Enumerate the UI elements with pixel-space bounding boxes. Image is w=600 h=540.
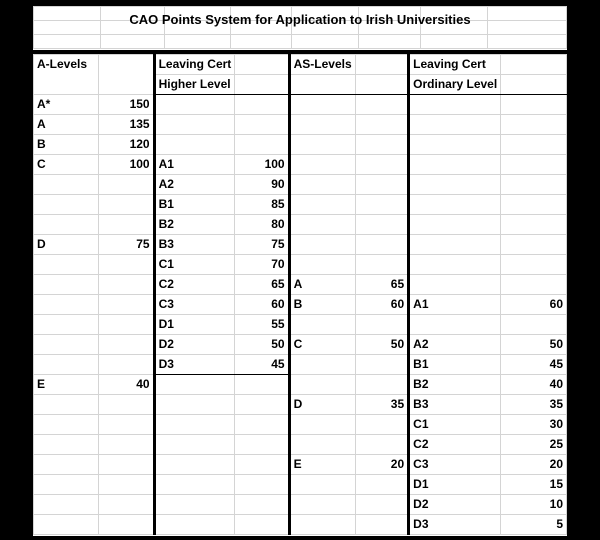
lc-ordinary-grade-cell bbox=[409, 135, 501, 155]
a-level-points-cell: 150 bbox=[98, 95, 154, 115]
header-lc-higher-points-2 bbox=[235, 75, 289, 95]
table-row bbox=[34, 255, 567, 275]
header-row bbox=[34, 55, 567, 75]
table-row bbox=[34, 435, 567, 455]
lc-ordinary-grade-cell bbox=[409, 195, 501, 215]
as-level-grade-cell bbox=[289, 195, 356, 215]
header-as-levels-points bbox=[356, 55, 409, 75]
lc-higher-grade-cell bbox=[154, 455, 235, 475]
table-row bbox=[34, 415, 567, 435]
lc-higher-grade-cell bbox=[154, 115, 235, 135]
as-level-points-cell: 50 bbox=[356, 335, 409, 355]
header-lc-higher-points bbox=[235, 55, 289, 75]
as-level-grade-cell bbox=[289, 375, 356, 395]
lc-ordinary-points-cell bbox=[501, 255, 567, 275]
as-level-points-cell bbox=[356, 475, 409, 495]
lc-ordinary-grade-cell bbox=[409, 115, 501, 135]
as-level-points-cell bbox=[356, 375, 409, 395]
lc-ordinary-grade-cell: C2 bbox=[409, 435, 501, 455]
lc-ordinary-points-cell bbox=[501, 195, 567, 215]
as-level-grade-cell: D bbox=[289, 395, 356, 415]
lc-ordinary-grade-cell bbox=[409, 275, 501, 295]
lc-ordinary-grade-cell bbox=[409, 235, 501, 255]
lc-ordinary-points-cell: 30 bbox=[501, 415, 567, 435]
as-level-grade-cell bbox=[289, 175, 356, 195]
lc-higher-grade-cell: C3 bbox=[154, 295, 235, 315]
a-level-points-cell: 75 bbox=[98, 235, 154, 255]
as-level-points-cell bbox=[356, 355, 409, 375]
lc-higher-grade-cell: B2 bbox=[154, 215, 235, 235]
lc-higher-points-cell bbox=[235, 95, 289, 115]
lc-higher-grade-cell: D3 bbox=[154, 355, 235, 375]
a-level-points-cell bbox=[98, 175, 154, 195]
lc-ordinary-grade-cell bbox=[409, 175, 501, 195]
lc-ordinary-grade-cell: C1 bbox=[409, 415, 501, 435]
lc-higher-points-cell bbox=[235, 495, 289, 515]
table-row bbox=[34, 175, 567, 195]
lc-higher-points-cell: 100 bbox=[235, 155, 289, 175]
a-level-grade-cell: C bbox=[34, 155, 99, 175]
lc-ordinary-grade-cell bbox=[409, 95, 501, 115]
a-level-points-cell bbox=[98, 435, 154, 455]
as-level-points-cell bbox=[356, 255, 409, 275]
lc-ordinary-points-cell bbox=[501, 115, 567, 135]
lc-higher-grade-cell: D2 bbox=[154, 335, 235, 355]
lc-higher-grade-cell: C1 bbox=[154, 255, 235, 275]
lc-higher-points-cell: 80 bbox=[235, 215, 289, 235]
a-level-points-cell bbox=[98, 495, 154, 515]
a-level-grade-cell: A* bbox=[34, 95, 99, 115]
lc-higher-points-cell bbox=[235, 115, 289, 135]
as-level-grade-cell bbox=[289, 355, 356, 375]
lc-higher-grade-cell: C2 bbox=[154, 275, 235, 295]
lc-ordinary-points-cell: 45 bbox=[501, 355, 567, 375]
lc-higher-grade-cell bbox=[154, 415, 235, 435]
as-level-grade-cell bbox=[289, 255, 356, 275]
a-level-grade-cell bbox=[34, 295, 99, 315]
header-as-levels-points-2 bbox=[356, 75, 409, 95]
lc-ordinary-grade-cell bbox=[409, 255, 501, 275]
as-level-grade-cell: E bbox=[289, 455, 356, 475]
a-level-points-cell bbox=[98, 355, 154, 375]
lc-ordinary-points-cell bbox=[501, 95, 567, 115]
lc-higher-grade-cell bbox=[154, 375, 235, 395]
table-row bbox=[34, 235, 567, 255]
a-level-grade-cell bbox=[34, 355, 99, 375]
lc-ordinary-points-cell: 10 bbox=[501, 495, 567, 515]
as-level-points-cell bbox=[356, 415, 409, 435]
a-level-points-cell: 135 bbox=[98, 115, 154, 135]
a-level-grade-cell bbox=[34, 495, 99, 515]
table-row bbox=[34, 375, 567, 395]
lc-ordinary-grade-cell: B3 bbox=[409, 395, 501, 415]
a-level-grade-cell bbox=[34, 175, 99, 195]
as-level-points-cell bbox=[356, 435, 409, 455]
lc-ordinary-points-cell: 20 bbox=[501, 455, 567, 475]
a-level-points-cell bbox=[98, 335, 154, 355]
table-row bbox=[34, 355, 567, 375]
a-level-points-cell: 120 bbox=[98, 135, 154, 155]
a-level-grade-cell bbox=[34, 455, 99, 475]
lc-ordinary-grade-cell: A1 bbox=[409, 295, 501, 315]
lc-higher-points-cell bbox=[235, 435, 289, 455]
lc-higher-grade-cell: A2 bbox=[154, 175, 235, 195]
lc-ordinary-points-cell: 50 bbox=[501, 335, 567, 355]
as-level-grade-cell bbox=[289, 135, 356, 155]
a-level-points-cell bbox=[98, 455, 154, 475]
spreadsheet-sheet bbox=[33, 6, 567, 536]
table-row bbox=[34, 115, 567, 135]
as-level-grade-cell: B bbox=[289, 295, 356, 315]
as-level-grade-cell bbox=[289, 315, 356, 335]
lc-ordinary-points-cell: 15 bbox=[501, 475, 567, 495]
table-row bbox=[34, 515, 567, 535]
a-level-points-cell bbox=[98, 215, 154, 235]
lc-higher-points-cell bbox=[235, 515, 289, 535]
as-level-points-cell: 20 bbox=[356, 455, 409, 475]
lc-ordinary-points-cell: 25 bbox=[501, 435, 567, 455]
a-level-grade-cell bbox=[34, 335, 99, 355]
a-level-points-cell bbox=[98, 295, 154, 315]
as-level-grade-cell bbox=[289, 95, 356, 115]
lc-higher-points-cell: 60 bbox=[235, 295, 289, 315]
lc-higher-grade-cell: D1 bbox=[154, 315, 235, 335]
lc-higher-points-cell: 70 bbox=[235, 255, 289, 275]
lc-ordinary-points-cell bbox=[501, 175, 567, 195]
table-row bbox=[34, 315, 567, 335]
a-level-grade-cell bbox=[34, 415, 99, 435]
as-level-grade-cell bbox=[289, 495, 356, 515]
header-a-levels-points bbox=[98, 55, 154, 95]
a-level-points-cell bbox=[98, 415, 154, 435]
table-row bbox=[34, 135, 567, 155]
table-row bbox=[34, 295, 567, 315]
a-level-grade-cell bbox=[34, 195, 99, 215]
lc-ordinary-grade-cell bbox=[409, 315, 501, 335]
lc-ordinary-grade-cell: B1 bbox=[409, 355, 501, 375]
as-level-grade-cell bbox=[289, 415, 356, 435]
lc-ordinary-points-cell bbox=[501, 135, 567, 155]
lc-higher-points-cell bbox=[235, 455, 289, 475]
lc-higher-points-cell bbox=[235, 475, 289, 495]
lc-ordinary-grade-cell: D2 bbox=[409, 495, 501, 515]
lc-higher-grade-cell bbox=[154, 435, 235, 455]
lc-higher-grade-cell: B1 bbox=[154, 195, 235, 215]
as-level-points-cell: 65 bbox=[356, 275, 409, 295]
as-level-grade-cell bbox=[289, 115, 356, 135]
lc-ordinary-grade-cell bbox=[409, 215, 501, 235]
lc-ordinary-points-cell bbox=[501, 315, 567, 335]
header-lc-ordinary-line2: Ordinary Level bbox=[409, 75, 501, 95]
as-level-grade-cell bbox=[289, 215, 356, 235]
a-level-points-cell: 100 bbox=[98, 155, 154, 175]
a-level-points-cell bbox=[98, 255, 154, 275]
header-as-levels: AS-Levels bbox=[289, 55, 356, 75]
header-lc-higher-line1: Leaving Cert bbox=[154, 55, 235, 75]
as-level-points-cell bbox=[356, 115, 409, 135]
lc-higher-points-cell: 75 bbox=[235, 235, 289, 255]
lc-higher-grade-cell bbox=[154, 495, 235, 515]
a-level-points-cell bbox=[98, 315, 154, 335]
as-level-points-cell bbox=[356, 215, 409, 235]
as-level-grade-cell bbox=[289, 235, 356, 255]
lc-ordinary-points-cell bbox=[501, 235, 567, 255]
lc-higher-grade-cell bbox=[154, 475, 235, 495]
lc-higher-points-cell bbox=[235, 375, 289, 395]
as-level-grade-cell bbox=[289, 475, 356, 495]
as-level-points-cell bbox=[356, 495, 409, 515]
lc-ordinary-points-cell: 35 bbox=[501, 395, 567, 415]
lc-ordinary-points-cell bbox=[501, 215, 567, 235]
header-lc-higher-line2: Higher Level bbox=[154, 75, 235, 95]
lc-ordinary-grade-cell bbox=[409, 155, 501, 175]
a-level-grade-cell bbox=[34, 255, 99, 275]
a-level-grade-cell bbox=[34, 475, 99, 495]
as-level-grade-cell: A bbox=[289, 275, 356, 295]
lc-ordinary-grade-cell: A2 bbox=[409, 335, 501, 355]
as-level-points-cell bbox=[356, 195, 409, 215]
lc-higher-grade-cell: A1 bbox=[154, 155, 235, 175]
lc-ordinary-points-cell bbox=[501, 155, 567, 175]
lc-higher-points-cell: 55 bbox=[235, 315, 289, 335]
as-level-points-cell bbox=[356, 175, 409, 195]
lc-higher-points-cell bbox=[235, 135, 289, 155]
a-level-points-cell bbox=[98, 475, 154, 495]
as-level-points-cell bbox=[356, 315, 409, 335]
a-level-grade-cell bbox=[34, 435, 99, 455]
lc-higher-points-cell: 50 bbox=[235, 335, 289, 355]
a-level-grade-cell: E bbox=[34, 375, 99, 395]
as-level-grade-cell bbox=[289, 435, 356, 455]
a-level-grade-cell: D bbox=[34, 235, 99, 255]
lc-ordinary-grade-cell: D3 bbox=[409, 515, 501, 535]
a-level-grade-cell bbox=[34, 315, 99, 335]
header-lc-ordinary-line1: Leaving Cert bbox=[409, 55, 501, 75]
a-level-points-cell bbox=[98, 515, 154, 535]
lc-ordinary-points-cell: 60 bbox=[501, 295, 567, 315]
lc-higher-grade-cell bbox=[154, 515, 235, 535]
as-level-grade-cell bbox=[289, 155, 356, 175]
lc-higher-grade-cell: B3 bbox=[154, 235, 235, 255]
lc-higher-points-cell: 90 bbox=[235, 175, 289, 195]
a-level-points-cell bbox=[98, 195, 154, 215]
lc-ordinary-grade-cell: B2 bbox=[409, 375, 501, 395]
points-table bbox=[33, 54, 567, 535]
table-row bbox=[34, 475, 567, 495]
as-level-points-cell: 35 bbox=[356, 395, 409, 415]
as-level-points-cell bbox=[356, 95, 409, 115]
lc-higher-grade-cell bbox=[154, 395, 235, 415]
as-level-grade-cell: C bbox=[289, 335, 356, 355]
a-level-points-cell bbox=[98, 275, 154, 295]
lc-higher-points-cell: 85 bbox=[235, 195, 289, 215]
a-level-points-cell bbox=[98, 395, 154, 415]
table-row bbox=[34, 215, 567, 235]
header-lc-ordinary-points-2 bbox=[501, 75, 567, 95]
a-level-points-cell: 40 bbox=[98, 375, 154, 395]
table-row bbox=[34, 195, 567, 215]
header-lc-ordinary-points bbox=[501, 55, 567, 75]
table-row bbox=[34, 495, 567, 515]
lc-higher-points-cell bbox=[235, 415, 289, 435]
lc-ordinary-points-cell: 5 bbox=[501, 515, 567, 535]
as-level-points-cell: 60 bbox=[356, 295, 409, 315]
table-row bbox=[34, 335, 567, 355]
sheet-title: CAO Points System for Application to Irish Universities bbox=[129, 12, 471, 27]
table-row bbox=[34, 95, 567, 115]
lc-ordinary-grade-cell: D1 bbox=[409, 475, 501, 495]
table-row bbox=[34, 275, 567, 295]
lc-ordinary-points-cell: 40 bbox=[501, 375, 567, 395]
header-as-levels-2 bbox=[289, 75, 356, 95]
table-row bbox=[34, 455, 567, 475]
a-level-grade-cell bbox=[34, 395, 99, 415]
table-body bbox=[34, 95, 567, 535]
as-level-points-cell bbox=[356, 235, 409, 255]
table-row bbox=[34, 395, 567, 415]
a-level-grade-cell bbox=[34, 275, 99, 295]
lc-higher-grade-cell bbox=[154, 135, 235, 155]
a-level-grade-cell: B bbox=[34, 135, 99, 155]
lc-ordinary-grade-cell: C3 bbox=[409, 455, 501, 475]
table-row bbox=[34, 155, 567, 175]
lc-higher-points-cell: 45 bbox=[235, 355, 289, 375]
lc-ordinary-points-cell bbox=[501, 275, 567, 295]
lc-higher-points-cell bbox=[235, 395, 289, 415]
as-level-points-cell bbox=[356, 515, 409, 535]
as-level-grade-cell bbox=[289, 515, 356, 535]
a-level-grade-cell: A bbox=[34, 115, 99, 135]
lc-higher-points-cell: 65 bbox=[235, 275, 289, 295]
lc-higher-grade-cell bbox=[154, 95, 235, 115]
as-level-points-cell bbox=[356, 155, 409, 175]
as-level-points-cell bbox=[356, 135, 409, 155]
header-a-levels: A-Levels bbox=[34, 55, 99, 95]
a-level-grade-cell bbox=[34, 215, 99, 235]
a-level-grade-cell bbox=[34, 515, 99, 535]
